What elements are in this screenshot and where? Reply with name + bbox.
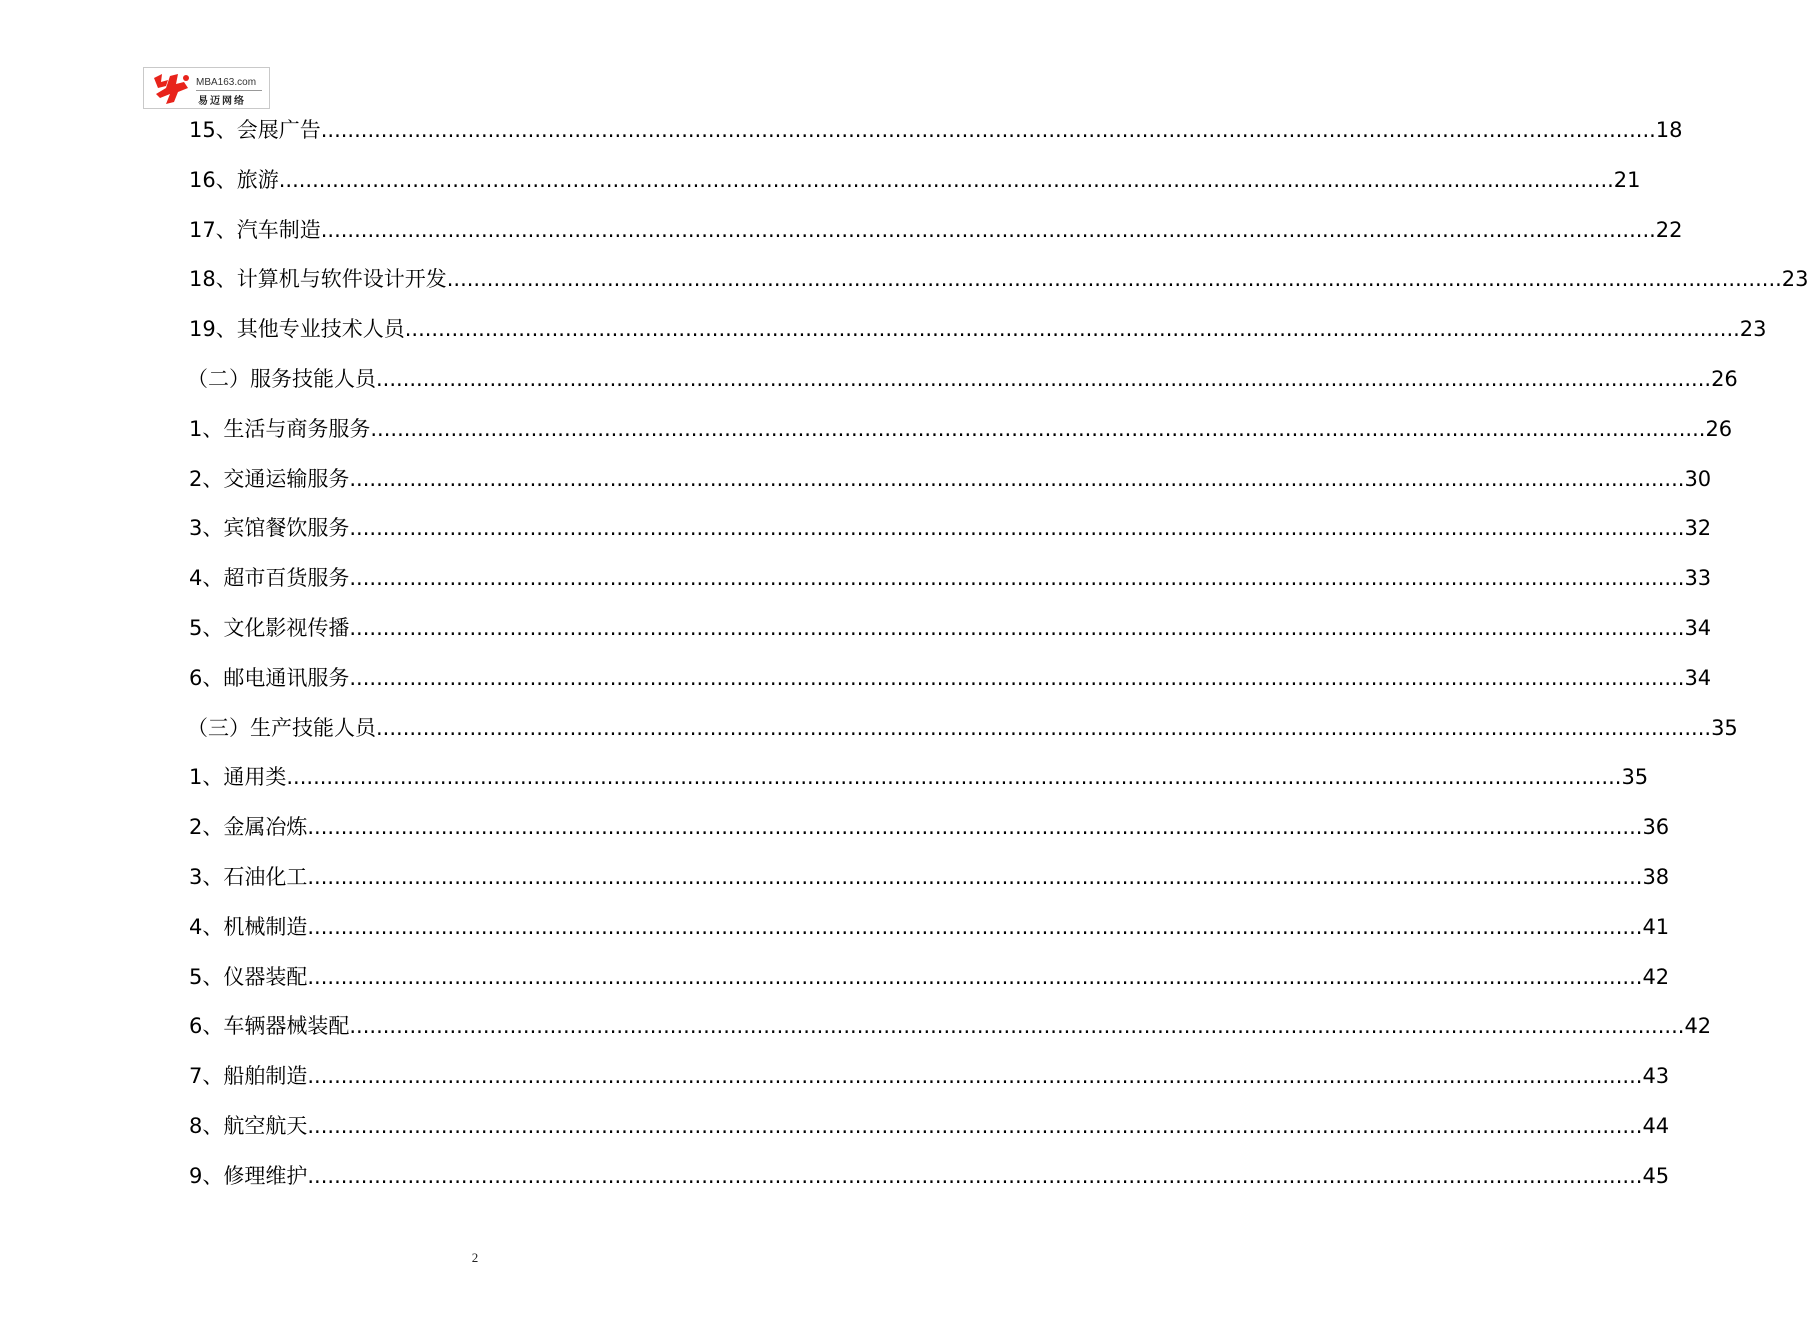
- logo-brand-text: MBA163.com: [196, 77, 257, 88]
- toc-entry-page: 42: [1642, 964, 1670, 989]
- toc-entry-number: 6、: [189, 1014, 224, 1039]
- toc-dot-leader: ........................................................................................................................................................................................................: [307, 1114, 1643, 1138]
- toc-entry-number: 6、: [189, 665, 224, 690]
- toc-entry-number: 3、: [189, 516, 224, 541]
- toc-entry-page: 22: [1655, 217, 1683, 242]
- page-number: 2: [471, 1250, 479, 1265]
- toc-entry-page: 38: [1642, 865, 1670, 889]
- toc-dot-leader: ........................................................................................................................................................................................................: [286, 765, 1622, 790]
- toc-entry[interactable]: [189, 812, 1670, 842]
- toc-entry-page: 33: [1684, 566, 1712, 591]
- toc-dot-leader: ........................................................................................................................................................................................................: [307, 964, 1643, 989]
- toc-entry-title: 石油化工: [223, 865, 308, 889]
- toc-entry-page: 36: [1642, 815, 1670, 840]
- toc-dot-leader: ........................................................................................................................................................................................................: [307, 1064, 1643, 1089]
- toc-entry[interactable]: [189, 115, 1683, 145]
- toc-dot-leader: ........................................................................................................................................................................................................: [376, 367, 1712, 391]
- toc-entry-page: 18: [1655, 118, 1683, 142]
- toc-dot-leader: ........................................................................................................................................................................................................: [349, 516, 1685, 541]
- toc-entry[interactable]: [189, 264, 1809, 294]
- toc-entry-title: 仪器装配: [223, 964, 308, 989]
- toc-dot-leader: ........................................................................................................................................................................................................: [349, 616, 1685, 640]
- toc-entry-title: 生活与商务服务: [223, 416, 371, 441]
- toc-entry[interactable]: [189, 414, 1733, 444]
- brand-logo: [143, 67, 270, 109]
- logo-brand-cn: 易迈网络: [198, 96, 246, 107]
- toc-entry[interactable]: [189, 862, 1670, 892]
- toc-entry-page: 43: [1642, 1064, 1670, 1089]
- toc-entry-title: 金属冶炼: [223, 815, 308, 840]
- toc-entry-page: 45: [1642, 1163, 1670, 1188]
- toc-dot-leader: ........................................................................................................................................................................................................: [320, 217, 1656, 242]
- toc-entry[interactable]: [189, 314, 1767, 344]
- toc-entry-title: 服务技能人员: [250, 367, 376, 391]
- toc-entry-title: 汽车制造: [236, 217, 321, 242]
- toc-entry-page: 26: [1705, 416, 1733, 441]
- toc-entry-title: 文化影视传播: [223, 616, 350, 640]
- toc-entry-number: 15、: [189, 118, 237, 142]
- toc-entry-page: 34: [1684, 616, 1712, 640]
- toc-entry-title: 计算机与软件设计开发: [236, 267, 447, 292]
- toc-entry-title: 超市百货服务: [223, 566, 350, 591]
- toc-dot-leader: ........................................................................................................................................................................................................: [307, 1163, 1643, 1188]
- toc-entry[interactable]: [189, 762, 1649, 792]
- toc-entry-number: 16、: [189, 167, 237, 192]
- logo-divider: [196, 90, 262, 91]
- logo-mark-icon: [148, 72, 194, 106]
- toc-entry-number: 2、: [189, 466, 224, 491]
- toc-entry-title: 航空航天: [223, 1114, 308, 1138]
- toc-entry-number: 18、: [189, 267, 237, 292]
- toc-entry-number: 2、: [189, 815, 224, 840]
- toc-entry-page: 35: [1711, 715, 1738, 740]
- toc-entry-page: 21: [1613, 167, 1641, 192]
- toc-dot-leader: ........................................................................................................................................................................................................: [404, 317, 1740, 342]
- toc-dot-leader: ........................................................................................................................................................................................................: [349, 665, 1685, 690]
- toc-entry-page: 44: [1642, 1114, 1670, 1138]
- toc-entry-title: 通用类: [223, 765, 287, 790]
- toc-entry-page: 26: [1711, 367, 1738, 391]
- toc-entry-title: 船舶制造: [223, 1064, 308, 1089]
- toc-entry-page: 42: [1684, 1014, 1712, 1039]
- toc-dot-leader: ........................................................................................................................................................................................................: [278, 167, 1614, 192]
- toc-entry-number: 17、: [189, 217, 237, 242]
- toc-entry-number: 3、: [189, 865, 224, 889]
- toc-entry-number: （二）: [187, 367, 250, 391]
- toc-entry-page: 30: [1684, 466, 1712, 491]
- toc-entry-page: 23: [1739, 317, 1767, 342]
- toc-entry[interactable]: [189, 962, 1670, 992]
- toc-dot-leader: ........................................................................................................................................................................................................: [349, 566, 1685, 591]
- toc-entry[interactable]: [189, 513, 1712, 543]
- toc-entry[interactable]: [189, 165, 1641, 195]
- toc-entry-title: 修理维护: [223, 1163, 308, 1188]
- toc-dot-leader: ........................................................................................................................................................................................................: [307, 865, 1643, 889]
- toc-entry[interactable]: [189, 464, 1712, 494]
- toc-entry[interactable]: [189, 613, 1712, 643]
- toc-entry[interactable]: [187, 713, 1738, 743]
- toc-entry-number: 19、: [189, 317, 237, 342]
- toc-entry[interactable]: [189, 663, 1712, 693]
- toc-dot-leader: ........................................................................................................................................................................................................: [307, 815, 1643, 840]
- toc-dot-leader: ........................................................................................................................................................................................................: [370, 416, 1706, 441]
- toc-dot-leader: ........................................................................................................................................................................................................: [446, 267, 1782, 292]
- toc-entry-page: 41: [1642, 914, 1670, 939]
- toc-dot-leader: ........................................................................................................................................................................................................: [320, 118, 1656, 142]
- toc-entry-number: （三）: [187, 715, 250, 740]
- toc-entry-title: 宾馆餐饮服务: [223, 516, 350, 541]
- toc-entry-number: 5、: [189, 964, 224, 989]
- toc-entry-number: 4、: [189, 914, 224, 939]
- toc-entry-number: 5、: [189, 616, 224, 640]
- toc-entry-title: 旅游: [236, 167, 279, 192]
- toc-entry-page: 35: [1621, 765, 1649, 790]
- toc-entry-page: 32: [1684, 516, 1712, 541]
- toc-entry[interactable]: [189, 1161, 1670, 1191]
- toc-entry-title: 会展广告: [236, 118, 321, 142]
- toc-entry[interactable]: [187, 364, 1738, 394]
- toc-entry[interactable]: [189, 1011, 1712, 1041]
- toc-entry-title: 生产技能人员: [250, 715, 376, 740]
- toc-entry-number: 4、: [189, 566, 224, 591]
- toc-entry-page: 23: [1781, 267, 1809, 292]
- toc-entry-title: 邮电通讯服务: [223, 665, 350, 690]
- toc-entry-number: 1、: [189, 416, 224, 441]
- toc-entry-page: 34: [1684, 665, 1712, 690]
- toc-entry[interactable]: [189, 912, 1670, 942]
- toc-entry-title: 其他专业技术人员: [236, 317, 405, 342]
- toc-entry[interactable]: [189, 563, 1712, 593]
- toc-entry-title: 机械制造: [223, 914, 308, 939]
- toc-entry-title: 车辆器械装配: [223, 1014, 350, 1039]
- toc-dot-leader: ........................................................................................................................................................................................................: [307, 914, 1643, 939]
- toc-entry[interactable]: [189, 215, 1683, 245]
- toc-entry-title: 交通运输服务: [223, 466, 350, 491]
- toc-entry-number: 7、: [189, 1064, 224, 1089]
- toc-entry[interactable]: [189, 1061, 1670, 1091]
- toc-entry-number: 9、: [189, 1163, 224, 1188]
- toc-entry-number: 8、: [189, 1114, 224, 1138]
- toc-dot-leader: ........................................................................................................................................................................................................: [349, 1014, 1685, 1039]
- toc-dot-leader: ........................................................................................................................................................................................................: [376, 715, 1712, 740]
- toc-entry-number: 1、: [189, 765, 224, 790]
- toc-entry[interactable]: [189, 1111, 1670, 1141]
- toc-dot-leader: ........................................................................................................................................................................................................: [349, 466, 1685, 491]
